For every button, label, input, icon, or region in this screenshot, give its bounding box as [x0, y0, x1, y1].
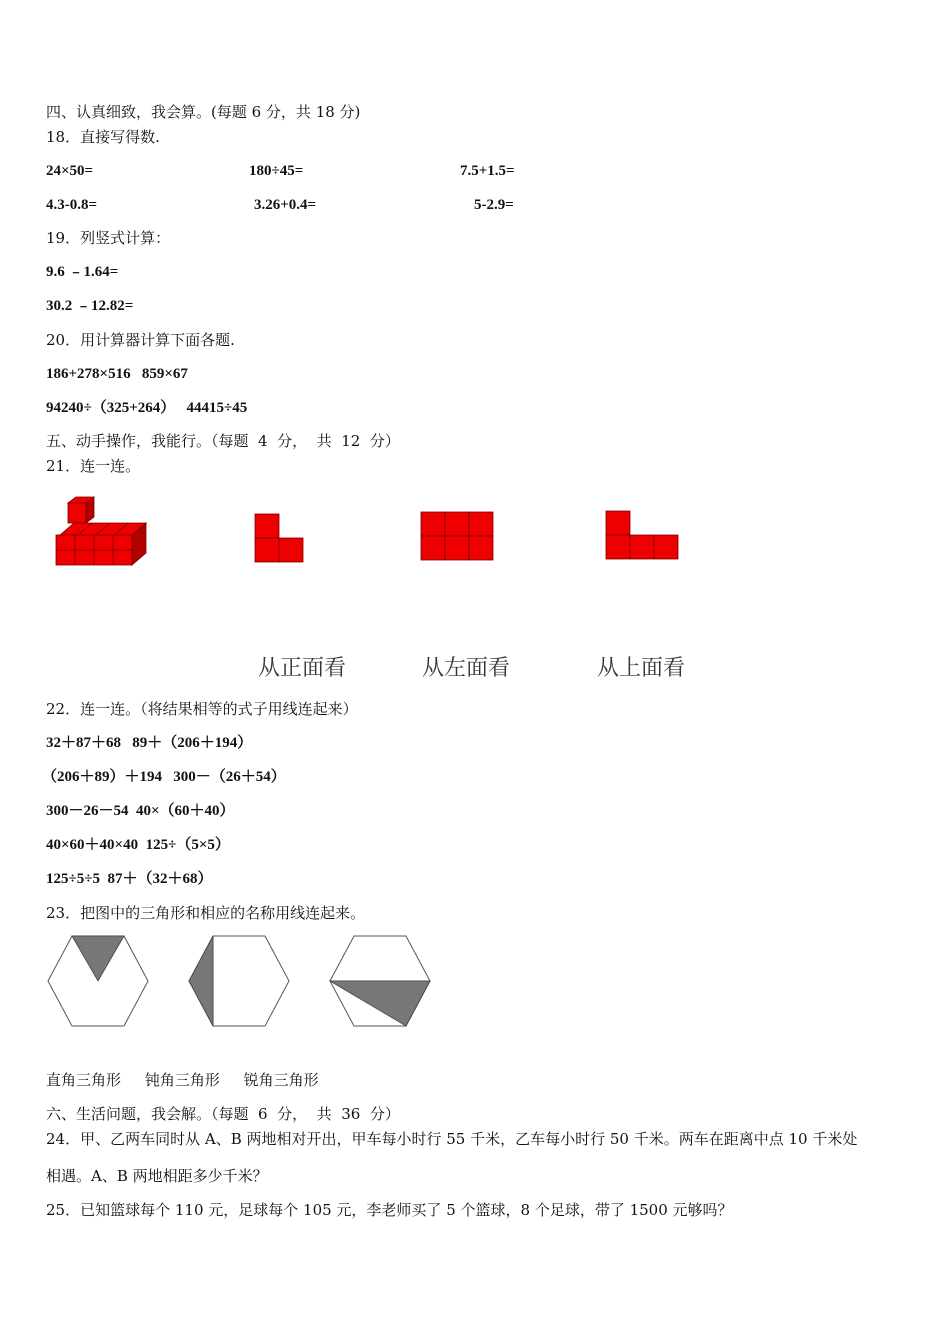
- q24-line2: 相遇。A、B 两地相距多少千米？: [46, 1167, 268, 1185]
- view-shape-grid: [419, 510, 495, 562]
- view-label-top: 从上面看: [597, 656, 686, 681]
- q22-item: 125÷5÷5 87＋（32＋68）: [46, 871, 213, 887]
- q23-title: 23．把图中的三角形和相应的名称用线连起来。: [46, 904, 366, 922]
- q22-item: 40×60＋40×40 125÷（5×5）: [46, 837, 230, 853]
- q20-item: 186+278×516 859×67: [46, 366, 188, 382]
- view-shape-long-l: [604, 509, 680, 561]
- view-label-front: 从正面看: [258, 656, 347, 681]
- q24-line1: 24．甲、乙两车同时从 A、B 两地相对开出，甲车每小时行 55 千米，乙车每小时行 50 千米。两车在距离中点 10 千米处: [46, 1130, 858, 1148]
- section5-heading: 五、动手操作，我能行。（每题 4 分， 共 12 分）: [46, 432, 400, 450]
- q18-item: 4.3-0.8=: [46, 197, 98, 213]
- q23-names: 直角三角形 钝角三角形 锐角三角形: [46, 1071, 319, 1089]
- q19-title: 19．列竖式计算：: [46, 229, 171, 247]
- section4-heading: 四、认真细致，我会算。(每题 6 分，共 18 分): [46, 103, 361, 121]
- q20-title: 20．用计算器计算下面各题.: [46, 331, 235, 349]
- q18-title: 18．直接写得数.: [46, 128, 160, 146]
- view-shape-l: [253, 512, 305, 564]
- q18-item: 24×50=: [46, 163, 94, 179]
- q19-item: 9.6 ﹣1.64=: [46, 264, 119, 280]
- q20-item: 94240÷（325+264） 44415÷45: [46, 400, 248, 416]
- q22-item: （206＋89）＋194 300－（26＋54）: [42, 769, 286, 785]
- cube-stack-figure: [50, 495, 155, 575]
- q18-item: 7.5+1.5=: [460, 163, 515, 179]
- q22-title: 22．连一连。（将结果相等的式子用线连起来）: [46, 700, 358, 718]
- q22-item: 300－26－54 40×（60＋40）: [46, 803, 235, 819]
- section6-heading: 六、生活问题，我会解。（每题 6 分， 共 36 分）: [46, 1105, 400, 1123]
- hexagon-figure-2: [187, 934, 291, 1028]
- q19-item: 30.2 ﹣12.82=: [46, 298, 134, 314]
- hexagon-figure-3: [328, 934, 432, 1028]
- hexagon-figure-1: [46, 934, 150, 1028]
- q25: 25．已知篮球每个 110 元，足球每个 105 元，李老师买了 5 个篮球，8 个足球，带了 1500 元够吗？: [46, 1201, 733, 1219]
- q18-item: 180÷45=: [249, 163, 304, 179]
- q21-title: 21．连一连。: [46, 457, 141, 475]
- q18-item: 3.26+0.4=: [254, 197, 317, 213]
- view-label-left: 从左面看: [422, 656, 511, 681]
- q22-item: 32＋87＋68 89＋（206＋194）: [46, 735, 253, 751]
- q18-item: 5-2.9=: [474, 197, 514, 213]
